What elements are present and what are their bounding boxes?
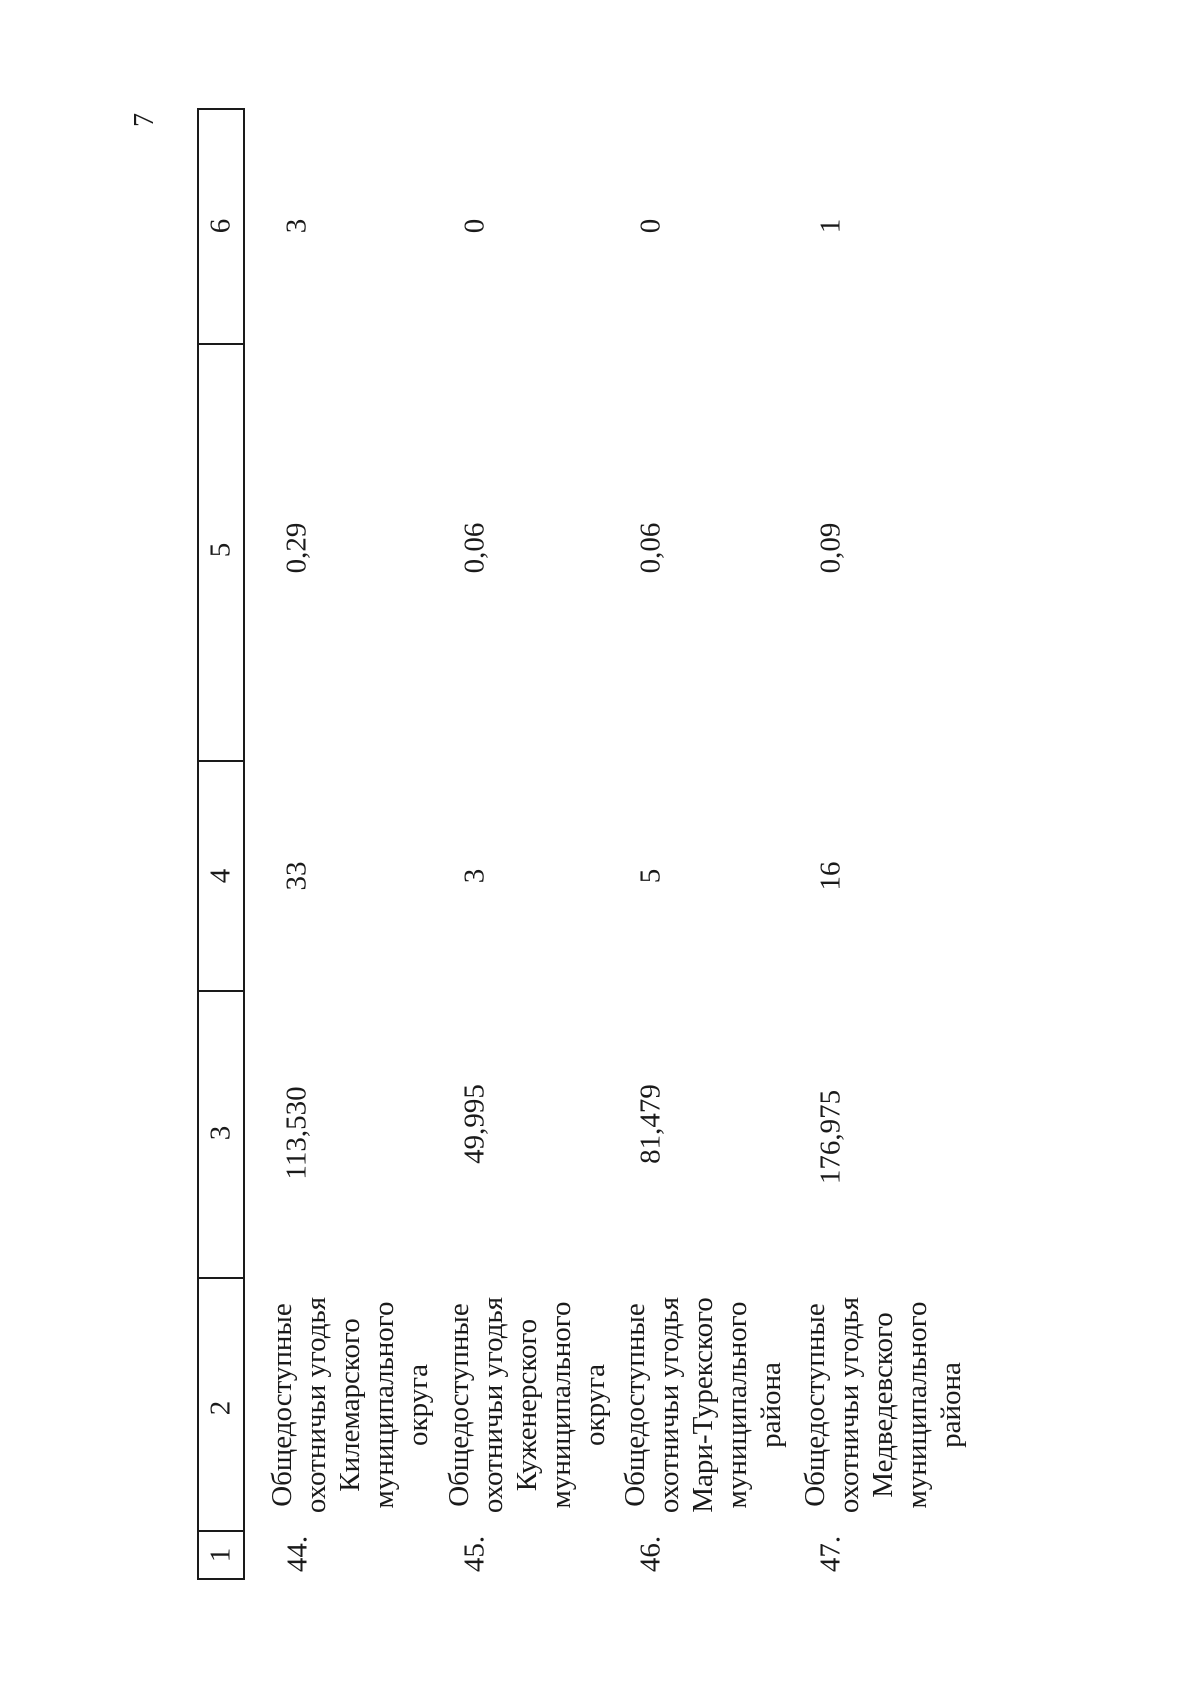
row-name-line: Килемарского [334, 1318, 366, 1492]
row-name-line: Общедоступные [266, 1303, 298, 1507]
header-separator-3-2 [197, 1277, 245, 1279]
row-col-4: 33 [280, 861, 313, 891]
header-col-4: 4 [204, 868, 237, 884]
row-name-line: Общедоступные [443, 1303, 475, 1507]
row-name [798, 1297, 968, 1513]
header-col-5: 5 [204, 542, 237, 558]
header-bottom-edge [197, 1578, 245, 1580]
row-name-line: Общедоступные [619, 1303, 651, 1507]
row-name-line: муниципального [901, 1301, 933, 1509]
header-top-edge [197, 108, 245, 110]
row-col-5: 0,09 [814, 522, 847, 574]
row-name-line: района [755, 1362, 787, 1448]
row-name-line: округа [402, 1364, 434, 1446]
row-col-5: 0,06 [634, 522, 667, 574]
header-left-border [197, 108, 199, 1580]
row-name-line: муниципального [368, 1301, 400, 1509]
row-name-line: охотничьи угодья [300, 1296, 332, 1514]
row-name [618, 1297, 788, 1513]
row-name [442, 1297, 612, 1513]
header-col-1: 1 [204, 1547, 237, 1563]
row-number: 47. [814, 1535, 847, 1573]
row-name-line: муниципального [545, 1301, 577, 1509]
header-col-2: 2 [204, 1400, 237, 1416]
row-col-6: 0 [458, 218, 491, 234]
row-name-line: Медведевского [867, 1312, 899, 1498]
row-col-5: 0,06 [458, 522, 491, 574]
row-col-3: 49,995 [458, 1084, 491, 1164]
row-name-line: муниципального [721, 1301, 753, 1509]
row-col-3: 176,975 [814, 1089, 847, 1185]
row-col-6: 1 [814, 218, 847, 234]
row-col-3: 81,479 [634, 1084, 667, 1164]
row-number: 46. [634, 1535, 667, 1573]
header-col-6: 6 [204, 218, 237, 234]
row-name-line: охотничьи угодья [477, 1296, 509, 1514]
header-separator-4-3 [197, 990, 245, 992]
row-name-line: района [935, 1362, 967, 1448]
header-separator-2-1 [197, 1530, 245, 1532]
header-right-border [243, 108, 245, 1580]
row-name-line: округа [579, 1364, 611, 1446]
row-col-3: 113,530 [280, 1086, 313, 1180]
row-name-line: Куженерского [511, 1318, 543, 1492]
row-col-6: 0 [634, 218, 667, 234]
row-number: 45. [458, 1535, 491, 1573]
row-number: 44. [281, 1535, 314, 1573]
row-name-line: Мари-Турекского [687, 1297, 719, 1513]
row-name [265, 1297, 435, 1513]
header-separator-5-4 [197, 760, 245, 762]
row-name-line: Общедоступные [799, 1303, 831, 1507]
row-name-line: охотничьи угодья [833, 1296, 865, 1514]
header-separator-6-5 [197, 343, 245, 345]
row-col-4: 3 [458, 868, 491, 884]
page-number: 7 [129, 113, 160, 127]
row-col-6: 3 [280, 218, 313, 234]
header-col-3: 3 [204, 1125, 237, 1141]
row-name-line: охотничьи угодья [653, 1296, 685, 1514]
row-col-4: 5 [634, 868, 667, 884]
row-col-4: 16 [814, 861, 847, 891]
row-col-5: 0,29 [280, 522, 313, 574]
